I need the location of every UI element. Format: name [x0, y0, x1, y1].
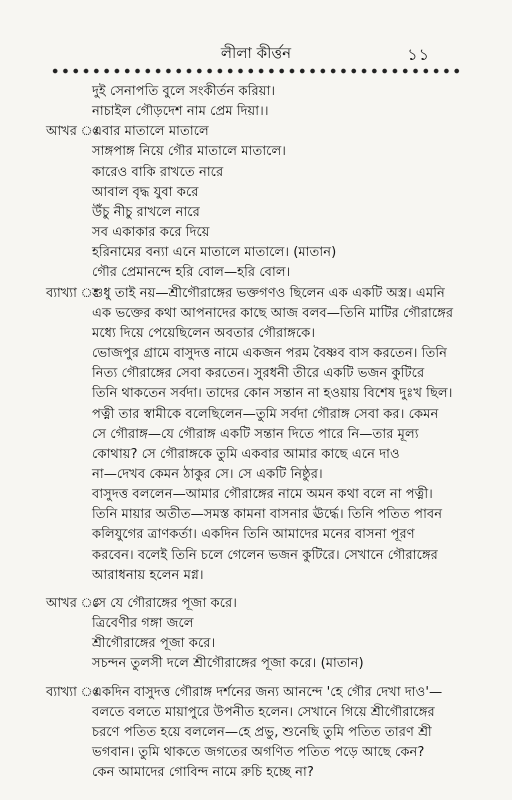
text-line: কারেও বাকি রাখতে নারে	[92, 164, 224, 180]
text-line: পত্নী তার স্বামীকে বলেছিলেন—তুমি সর্বদা গৌরাঙ্গ সেবা কর। কেমন	[92, 406, 439, 422]
text-line: হরিনামের বন্যা এনে মাতালে মাতালে। (মাতান)	[92, 245, 337, 261]
text-line: শ্রীগৌরাঙ্গের পূজা করে।	[92, 636, 216, 652]
text-line: ত্রিবেণীর গঙ্গা জলে	[92, 616, 194, 632]
text-block	[0, 683, 512, 784]
text-line: সব একাকার করে দিয়ে	[92, 225, 210, 241]
running-header	[0, 42, 512, 64]
text-block	[0, 122, 512, 283]
text-line: চরণে পতিত হয়ে বললেন—হে প্রভু, শুনেছি তুমি পতিত তারণ শ্রী	[92, 724, 432, 740]
text-line: আরাধনায় হলেন মগ্ন।	[92, 567, 204, 583]
text-block	[0, 82, 512, 122]
text-line: ভগবান। তুমি থাকতে জগতের অগণিত পতিত পড়ে আছে কেন?	[92, 745, 425, 760]
text-line: গৌর প্রেমানন্দে হরি বোল—হরি বোল।	[92, 265, 291, 281]
block-gap	[0, 586, 512, 594]
text-line: সাঙ্গপাঙ্গ নিয়ে গৌর মাতালে মাতালে।	[92, 144, 287, 160]
text-line: তিনি থাকতেন সর্বদা। তাদের কোন সন্তান না হওয়ায় বিশেষ দুঃখ ছিল।	[92, 386, 453, 402]
page-body	[0, 82, 512, 783]
text-line: নাচাইল গৌড়দেশ নাম প্রেম দিয়া।।	[92, 104, 269, 120]
text-line: বাসুদত্ত বললেন—আমার গৌরাঙ্গের নামে অমন কথা বলে না পত্নী।	[92, 487, 433, 503]
text-line: কেন আমাদের গোবিন্দ নামে রুচি হচ্ছে না?	[92, 765, 314, 781]
text-line: সচন্দন তুলসী দলে শ্রীগৌরাঙ্গের পূজা করে। (মাতান)	[92, 656, 364, 672]
block-label: ব্যাখ্যা ঃ	[46, 285, 100, 301]
text-line: শুধু তাই নয়—শ্রীগৌরাঙ্গের ভক্তগণও ছিলেন এক একটি অস্ত্র। এমনি	[92, 285, 445, 301]
text-line: নিত্য গৌরাঙ্গের সেবা করতেন। সুরধনী তীরে একটি ভজন কুটিরে	[92, 366, 425, 382]
dotted-divider	[50, 66, 462, 76]
text-line: এবার মাতালে মাতালে	[92, 124, 209, 140]
text-line: উঁচু নীচু রাখলে নারে	[92, 204, 200, 220]
text-block	[0, 594, 512, 675]
text-line: আবাল বৃদ্ধ যুবা করে	[92, 184, 199, 200]
block-label: আখর ঃ	[46, 124, 100, 140]
text-line: এক ভক্তের কথা আপনাদের কাছে আজ বলব—তিনি মাটির গৌরাঙ্গের	[92, 305, 454, 321]
text-line: না—দেখব কেমন ঠাকুর সে। সে একটি নিষ্ঠুর।	[92, 466, 323, 482]
text-line: সে যে গৌরাঙ্গের পূজা করে।	[92, 595, 237, 611]
block-label: ব্যাখ্যা ঃ	[46, 684, 100, 700]
block-gap	[0, 675, 512, 683]
text-line: তিনি মায়ার অতীত—সমস্ত কামনা বাসনার ঊর্দ্ধে। তিনি পতিত পাবন	[92, 507, 443, 523]
text-block	[0, 284, 512, 586]
text-line: কলিযুগের ত্রাণকর্তা। একদিন তিনি আমাদের মনের বাসনা পূরণ	[92, 527, 415, 543]
text-line: করবেন। বলেই তিনি চলে গেলেন ভজন কুটিরে। সেখানে গৌরাঙ্গের	[92, 547, 438, 563]
text-line: ভোজপুর গ্রামে বাসুদত্ত নামে একজন পরম বৈষ্ণব বাস করতেন। তিনি	[92, 346, 447, 362]
text-line: কোথায়? সে গৌরাঙ্গকে তুমি একবার আমার কাছে এনে দাও	[92, 446, 400, 462]
text-line: মধ্যে দিয়ে পেয়েছিলেন অবতার গৌরাঙ্গকে।	[92, 325, 316, 341]
block-label: আখর ঃ	[46, 595, 100, 611]
text-line: একদিন বাসুদত্ত গৌরাঙ্গ দর্শনের জন্য আনন্দে 'হে গৌর দেখা দাও'—	[92, 684, 443, 700]
text-line: বলতে বলতে মায়াপুরে উপনীত হলেন। সেখানে গিয়ে শ্রীগৌরাঙ্গের	[92, 704, 435, 720]
text-line: দুই সেনাপতি বুলে সংকীর্তন করিয়া।	[92, 84, 276, 99]
page-number: ১১	[407, 45, 430, 64]
text-line: সে গৌরাঙ্গ—যে গৌরাঙ্গ একটি সন্তান দিতে পারে নি—তার মূল্য	[92, 426, 419, 442]
chapter-title: লীলা কীর্ত্তন	[220, 44, 292, 62]
